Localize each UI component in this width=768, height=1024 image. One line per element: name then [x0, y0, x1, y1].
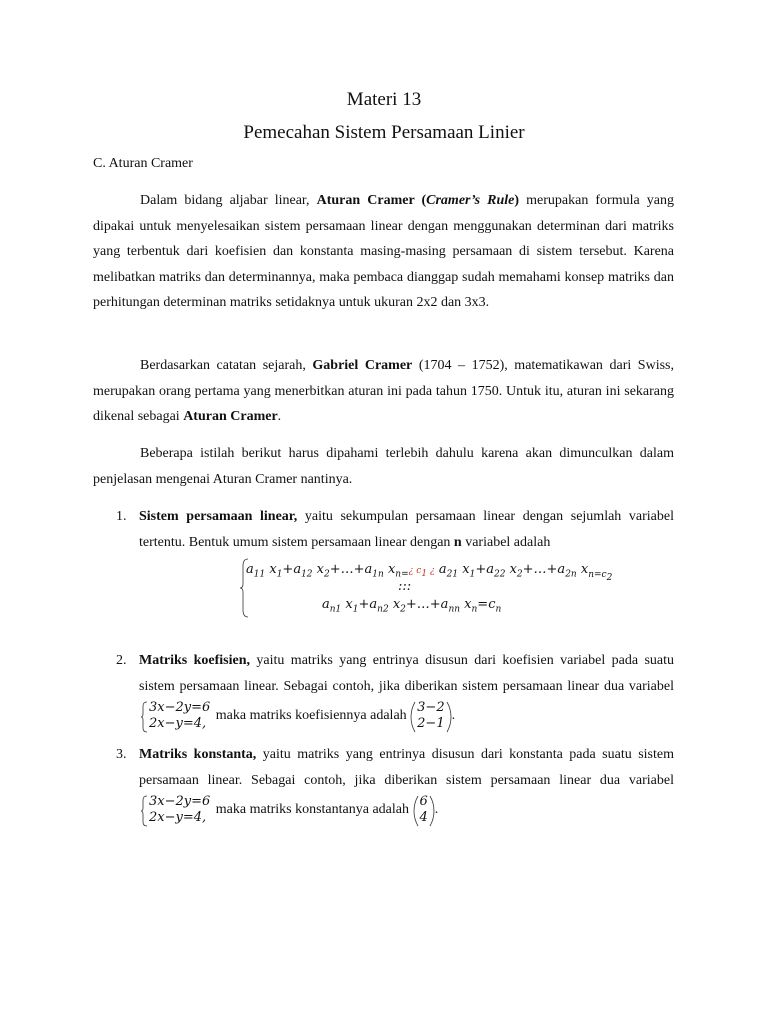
left-paren-icon [410, 701, 416, 733]
example-system: 3x−2y=6 2x−y=4, [141, 794, 210, 826]
section-heading: C. Aturan Cramer [93, 156, 193, 171]
list-body: Matriks koefisien, yaitu matriks yang entrinya disusun dari koefisien variabel pada suatu sistem persamaan linear. Sebagai contoh, jika diberikan sistem persamaan linear dua variabel 3x−2y=6 2x−y=4, maka matriks koefisiennya adalah 3−2 2−1 . [139, 653, 674, 731]
example-system: 3x−2y=6 2x−y=4, [141, 700, 210, 732]
right-paren-icon [429, 795, 435, 827]
general-linear-system [240, 558, 613, 620]
right-paren-icon [446, 701, 452, 733]
list-number: 3. [116, 747, 127, 762]
system-row-1: $a_{11}$ $x_1+a_{12}$ $x_2+\dots+a_{1n}$ $x_{n=}¿$ $c_1$ ¿ $a_{21}$ $x_1+a_{22}$ $x_2+\dots+a_{2n}$ $x_{n=c_2}$ [246, 562, 613, 583]
system-row-2: ::: [398, 579, 412, 594]
text-span: Dalam bidang aljabar linear, [140, 193, 317, 208]
left-paren-icon [413, 795, 419, 827]
coefficient-matrix: 3−2 2−1 [410, 700, 451, 732]
paragraph-terms: Beberapa istilah berikut harus dipahami terlebih dahulu karena akan dimunculkan dalam penjelasan mengenai Aturan Cramer nantinya. [93, 446, 674, 487]
text-span: merupakan formula yang dipakai untuk menyelesaikan sistem persamaan linear dengan menggunakan determinan dari matriks yang terbentuk dari koefisien dan konstanta masing-masing persamaan di sistem tersebut. Karena melibatkan matriks dan determinannya, maka pembaca dianggap sudah memahami konsep matriks dan perhitungan determinan matriks setidaknya untuk ukuran 2x2 dan 3x3. [93, 193, 674, 310]
system-row-3: $a_{n1}$ $x_1+a_{n2}$ $x_2+\dots+a_{nn}$ $x_n=c_n$ [322, 597, 502, 615]
bold-term: Aturan Cramer [183, 409, 278, 424]
left-brace-icon [141, 701, 148, 733]
list-body: Sistem persamaan linear, yaitu sekumpulan persamaan linear dengan sejumlah variabel tertentu. Bentuk umum sistem persamaan linear dengan n variabel adalah [139, 509, 675, 550]
left-brace-icon [141, 795, 148, 827]
constant-matrix: 6 4 [413, 794, 435, 826]
bold-name: Gabriel Cramer [312, 358, 413, 373]
list-number: 1. [116, 509, 127, 524]
paragraph-history: Berdasarkan catatan sejarah, Gabriel Cramer (1704 – 1752), matematikawan dari Swiss, merupakan orang pertama yang menerbitkan aturan ini pada tahun 1750. Untuk itu, aturan ini sekarang dikenal sebagai Aturan Cramer. [93, 358, 674, 424]
document-subtitle: Pemecahan Sistem Persamaan Linier [243, 122, 525, 143]
list-number: 2. [116, 653, 127, 668]
document-title: Materi 13 [346, 89, 422, 110]
paragraph-intro [93, 188, 674, 316]
bold-term: Aturan Cramer (Cramer’s Rule) [316, 193, 520, 208]
list-body: Matriks konstanta, yaitu matriks yang entrinya disusun dari konstanta pada suatu sistem persamaan linear. Sebagai contoh, jika diberikan sistem persamaan linear dua variabel 3x−2y=6 2x−y=4, maka matriks konstantanya adalah 6 4 . [139, 747, 674, 825]
